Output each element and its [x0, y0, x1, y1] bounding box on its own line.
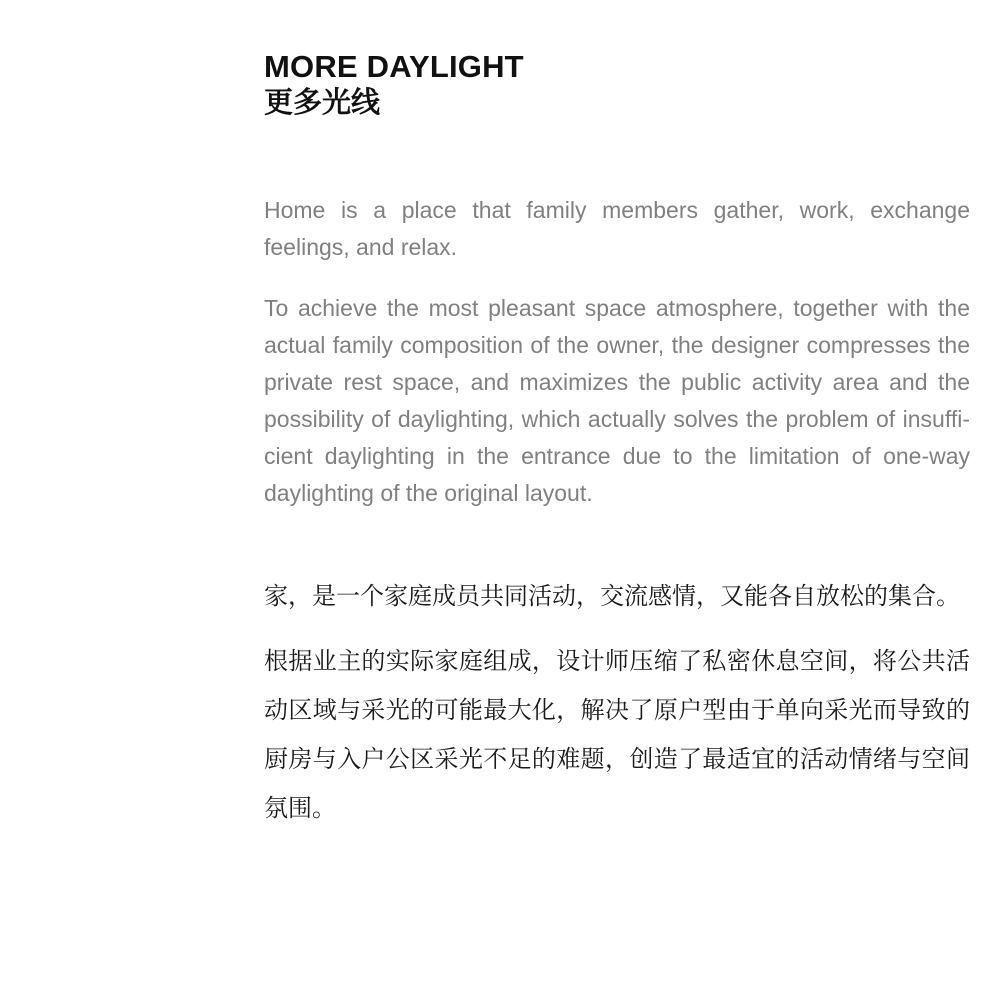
- chinese-paragraph-1: 家，是一个家庭成员共同活动，交流感情，又能各自放松的集合。: [264, 582, 960, 610]
- title-chinese: 更多光线: [264, 85, 381, 119]
- english-paragraph-2: To achieve the most pleasant space atmosphere, together with the actual family composition of the owner, the designer compresses the private rest space, and maximizes the public activity area and the possibility of daylighting, which actually solves the problem of insufficient daylighting in the entrance due to the limitation of one-way daylighting of the original layout.: [264, 295, 970, 506]
- chinese-paragraph-2: 根据业主的实际家庭组成，设计师压缩了私密休息空间，将公共活动区域与采光的可能最大化，解决了原户型由于单向采光而导致的厨房与入户公区采光不足的难题，创造了最适宜的活动情绪与空间氛围。: [264, 647, 970, 822]
- title-english: MORE DAYLIGHT: [264, 49, 524, 84]
- english-paragraph-1: Home is a place that family members gather, work, exchange feelings, and relax.: [264, 197, 970, 260]
- english-text-block: [264, 192, 970, 512]
- article: [264, 50, 970, 849]
- chinese-text-block: [264, 572, 970, 833]
